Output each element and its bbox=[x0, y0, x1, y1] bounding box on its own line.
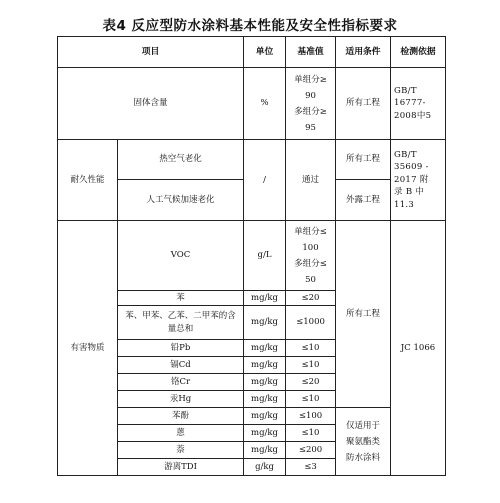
condition-cell: 外露工程 bbox=[336, 180, 391, 221]
table-row-voc bbox=[58, 221, 446, 291]
unit-cell: % bbox=[244, 68, 286, 140]
item-cell: 人工气候加速老化 bbox=[118, 180, 244, 221]
item-cell: 苯酚 bbox=[118, 408, 244, 425]
condition-cell: 所有工程 bbox=[336, 221, 391, 408]
unit-cell: mg/kg bbox=[244, 391, 286, 408]
criterion-cell: ≤100 bbox=[286, 408, 336, 425]
unit-cell: g/L bbox=[244, 221, 286, 291]
item-cell: 固体含量 bbox=[58, 68, 244, 140]
group-hazard: 有害物质 bbox=[58, 221, 118, 476]
unit-cell: mg/kg bbox=[244, 425, 286, 442]
unit-cell: g/kg bbox=[244, 459, 286, 476]
table-title: 表4 反应型防水涂料基本性能及安全性指标要求 bbox=[102, 18, 398, 34]
condition-cell: 所有工程 bbox=[336, 140, 391, 180]
item-cell: 苯 bbox=[118, 291, 244, 306]
basis-cell: GB/T 35609 - 2017 附 录 B 中 11.3 bbox=[391, 140, 446, 221]
item-cell: 铬Cr bbox=[118, 374, 244, 391]
unit-cell: mg/kg bbox=[244, 306, 286, 340]
criterion-cell: 单组分≥ 90 多组分≥ 95 bbox=[286, 68, 336, 140]
unit-cell: mg/kg bbox=[244, 340, 286, 357]
header-unit: 单位 bbox=[244, 37, 286, 68]
basis-cell: JC 1066 bbox=[391, 221, 446, 476]
criterion-cell: 通过 bbox=[286, 140, 336, 221]
unit-cell: mg/kg bbox=[244, 408, 286, 425]
item-cell: 萘 bbox=[118, 442, 244, 459]
condition-cell: 所有工程 bbox=[336, 68, 391, 140]
criterion-cell: ≤10 bbox=[286, 357, 336, 374]
condition-cell-polyurethane: 仅适用于 聚氨酯类 防水涂料 bbox=[336, 408, 391, 476]
item-cell: 镉Cd bbox=[118, 357, 244, 374]
criterion-cell: ≤10 bbox=[286, 425, 336, 442]
header-basis: 检测依据 bbox=[391, 37, 446, 68]
criterion-cell: ≤10 bbox=[286, 391, 336, 408]
item-cell: 铅Pb bbox=[118, 340, 244, 357]
header-item: 项目 bbox=[58, 37, 244, 68]
performance-table bbox=[57, 36, 446, 476]
criterion-cell: ≤20 bbox=[286, 291, 336, 306]
unit-cell: mg/kg bbox=[244, 442, 286, 459]
table-row-solids bbox=[58, 68, 446, 140]
unit-cell: mg/kg bbox=[244, 374, 286, 391]
item-cell: 汞Hg bbox=[118, 391, 244, 408]
item-cell: VOC bbox=[118, 221, 244, 291]
header-row bbox=[58, 37, 446, 68]
criterion-cell: ≤3 bbox=[286, 459, 336, 476]
item-cell: 游离TDI bbox=[118, 459, 244, 476]
criterion-cell: ≤1000 bbox=[286, 306, 336, 340]
criterion-cell: 单组分≤ 100 多组分≤ 50 bbox=[286, 221, 336, 291]
table-row-heat-aging bbox=[58, 140, 446, 180]
unit-cell: / bbox=[244, 140, 286, 221]
header-conditions: 适用条件 bbox=[336, 37, 391, 68]
header-criterion: 基准值 bbox=[286, 37, 336, 68]
item-cell: 蒽 bbox=[118, 425, 244, 442]
criterion-cell: ≤10 bbox=[286, 340, 336, 357]
unit-cell: mg/kg bbox=[244, 357, 286, 374]
item-cell: 苯、甲苯、乙苯、二甲苯的含 量总和 bbox=[118, 306, 244, 340]
item-cell: 热空气老化 bbox=[118, 140, 244, 180]
basis-cell: GB/T 16777- 2008中5 bbox=[391, 68, 446, 140]
criterion-cell: ≤20 bbox=[286, 374, 336, 391]
criterion-cell: ≤200 bbox=[286, 442, 336, 459]
group-durability: 耐久性能 bbox=[58, 140, 118, 221]
unit-cell: mg/kg bbox=[244, 291, 286, 306]
